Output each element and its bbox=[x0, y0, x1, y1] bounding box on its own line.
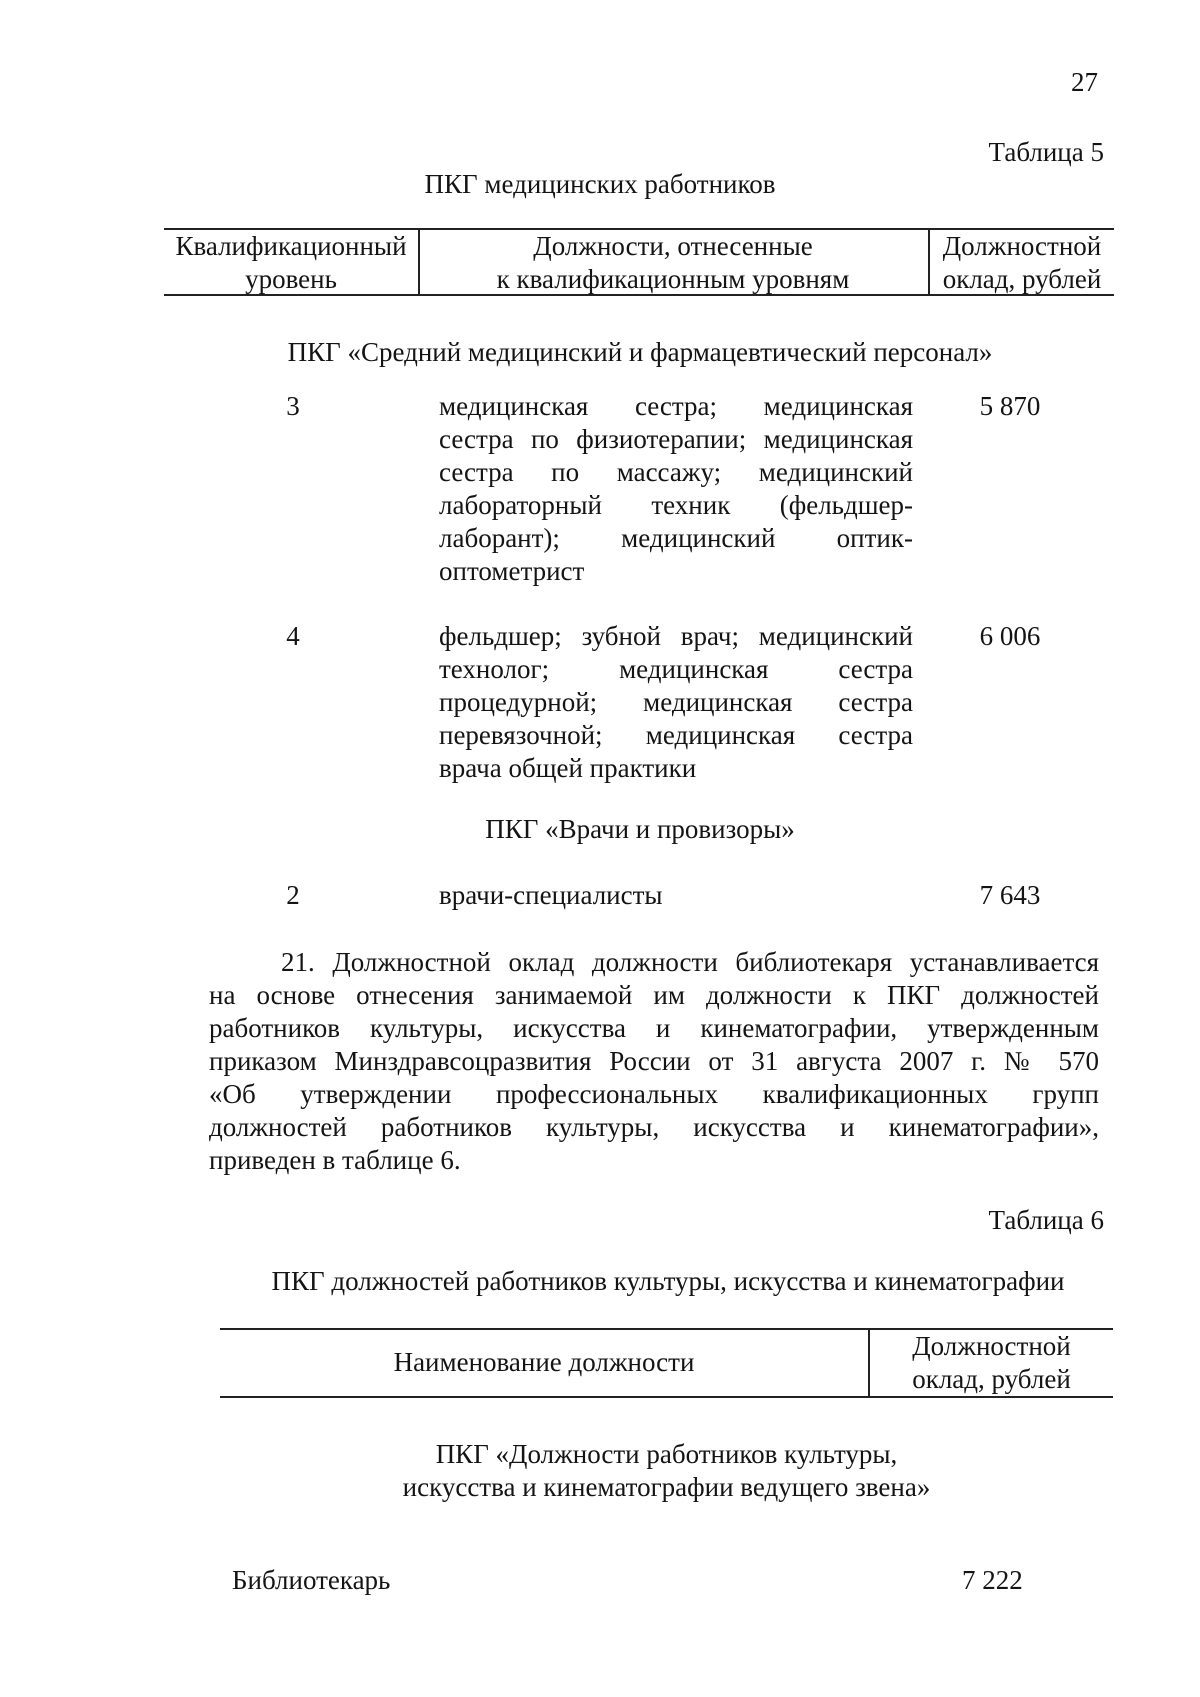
row-salary: 7 222 bbox=[962, 1565, 1023, 1595]
group-title-culture: ПКГ «Должности работников культуры, искусства и кинематографии ведущего звена» bbox=[402, 1439, 931, 1502]
header-salary: Должностной оклад, рублей bbox=[942, 231, 1102, 294]
header-position-name: Наименование должности bbox=[393, 1347, 695, 1377]
row-level: 3 bbox=[286, 391, 300, 421]
row-salary: 6 006 bbox=[979, 621, 1041, 651]
paragraph-21: 21. Должностной оклад должности библиотекаря устанавливается на основе отнесения занимаемой им должности к ПКГ должностей работников культуры, искусства и кинематографии, утвержденным приказом Минздравсоцразвития России от 31 августа 2007 г. № 570 «Об утверждении профессиональных квалификационных групп должностей работников культуры, искусства и кинематографии», приведен в таблице 6. bbox=[209, 947, 1099, 1175]
page-number: 27 bbox=[1071, 67, 1098, 97]
table5-label: Таблица 5 bbox=[988, 137, 1104, 167]
row-positions: медицинская сестра; медицинская сестра по физиотерапии; медицинская сестра по массажу; медицинский лабораторный техник (фельдшер- лаборант); медицинский оптик- оптометрист bbox=[439, 391, 913, 586]
row-level: 2 bbox=[286, 880, 300, 910]
table6-header-bottom-rule bbox=[220, 1396, 1113, 1398]
table6-title: ПКГ должностей работников культуры, искусства и кинематографии bbox=[271, 1266, 1065, 1296]
row-level: 4 bbox=[286, 621, 300, 651]
row-salary: 5 870 bbox=[979, 391, 1041, 421]
group-title-doctors: ПКГ «Врачи и провизоры» bbox=[485, 814, 795, 844]
table5-title: ПКГ медицинских работников bbox=[424, 169, 776, 199]
table6-label: Таблица 6 bbox=[988, 1205, 1104, 1235]
row-positions: фельдшер; зубной врач; медицинский технолог; медицинская сестра процедурной; медицинская сестра перевязочной; медицинская сестра врача общей практики bbox=[439, 621, 913, 783]
row-positions: врачи-специалисты bbox=[439, 880, 663, 910]
header-level: Квалификационный уровень bbox=[175, 231, 407, 294]
header-positions: Должности, отнесенные к квалификационным уровням bbox=[496, 231, 850, 294]
header-salary: Должностной оклад, рублей bbox=[912, 1331, 1071, 1394]
row-salary: 7 643 bbox=[979, 880, 1041, 910]
group-title-nursing: ПКГ «Средний медицинский и фармацевтический персонал» bbox=[287, 337, 993, 367]
row-position-name: Библиотекарь bbox=[232, 1565, 391, 1595]
